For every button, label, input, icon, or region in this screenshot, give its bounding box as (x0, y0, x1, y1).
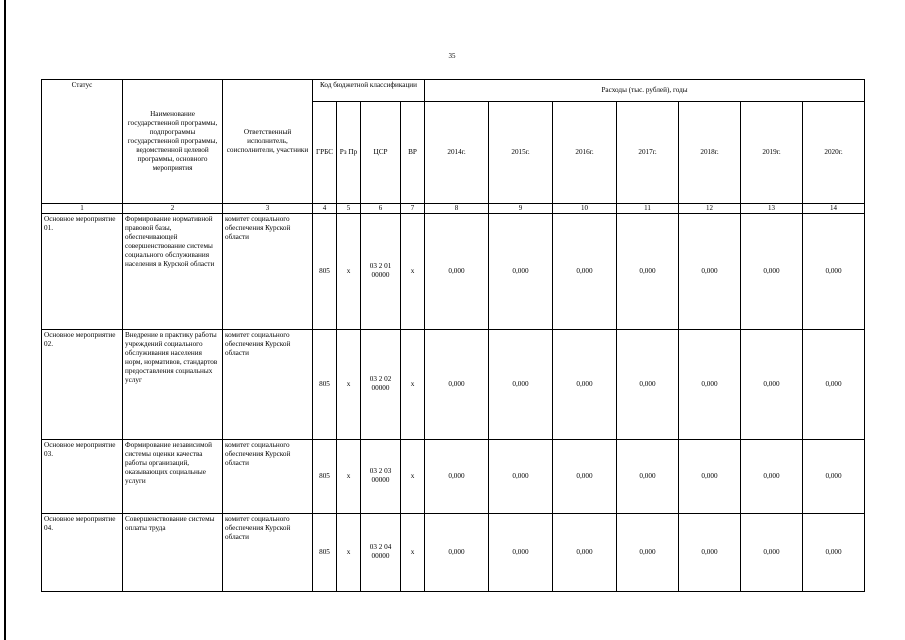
header-status: Статус (42, 80, 123, 204)
row-value: 0,000 (553, 329, 617, 439)
header-year: 2015г. (489, 102, 553, 204)
header-year: 2014г. (425, 102, 489, 204)
row-responsible: комитет социального обеспечения Курской области (223, 213, 313, 329)
row-value: 0,000 (489, 329, 553, 439)
row-grbs: 805 (313, 329, 337, 439)
row-vr: х (401, 329, 425, 439)
header-grbs: ГРБС (313, 102, 337, 204)
column-number: 6 (361, 204, 401, 214)
row-status: Основное мероприятие 02. (42, 329, 123, 439)
row-status: Основное мероприятие 04. (42, 513, 123, 591)
row-value: 0,000 (425, 213, 489, 329)
table-row (42, 329, 865, 439)
page-number: 35 (448, 52, 456, 60)
header-name: Наименование государственной программы, подпрограммы государственной программы, ведомственной целевой программы, основного мероприятия (123, 80, 223, 204)
row-value: 0,000 (553, 439, 617, 513)
column-number: 11 (617, 204, 679, 214)
header-year: 2019г. (741, 102, 803, 204)
row-value: 0,000 (679, 439, 741, 513)
row-value: 0,000 (741, 439, 803, 513)
header-year: 2016г. (553, 102, 617, 204)
row-name: Формирование независимой системы оценки качества работы организаций, оказывающих социальные услуги (123, 439, 223, 513)
header-responsible: Ответственный исполнитель, соисполнители, участники (223, 80, 313, 204)
row-value: 0,000 (741, 513, 803, 591)
row-vr: х (401, 439, 425, 513)
row-vr: х (401, 513, 425, 591)
row-value: 0,000 (679, 329, 741, 439)
column-number: 9 (489, 204, 553, 214)
row-vr: х (401, 213, 425, 329)
row-value: 0,000 (553, 513, 617, 591)
row-name: Формирование нормативной правовой базы, обеспечивающей совершенствование системы социального обслуживания населения в Курской области (123, 213, 223, 329)
table-row (42, 439, 865, 513)
column-number: 12 (679, 204, 741, 214)
row-responsible: комитет социального обеспечения Курской области (223, 439, 313, 513)
header-vr: ВР (401, 102, 425, 204)
row-value: 0,000 (679, 513, 741, 591)
row-value: 0,000 (489, 213, 553, 329)
table-row (42, 513, 865, 591)
row-value: 0,000 (741, 213, 803, 329)
row-status: Основное мероприятие 03. (42, 439, 123, 513)
row-value: 0,000 (425, 513, 489, 591)
row-status: Основное мероприятие 01. (42, 213, 123, 329)
header-rzpr: Рз Пр (337, 102, 361, 204)
row-value: 0,000 (425, 439, 489, 513)
row-rzpr: х (337, 213, 361, 329)
row-value: 0,000 (489, 513, 553, 591)
budget-table (41, 79, 865, 592)
column-number: 5 (337, 204, 361, 214)
row-responsible: комитет социального обеспечения Курской области (223, 329, 313, 439)
row-grbs: 805 (313, 213, 337, 329)
row-value: 0,000 (803, 513, 865, 591)
row-rzpr: х (337, 439, 361, 513)
row-value: 0,000 (617, 213, 679, 329)
column-number: 13 (741, 204, 803, 214)
row-value: 0,000 (803, 329, 865, 439)
row-value: 0,000 (553, 213, 617, 329)
column-number-row (42, 204, 865, 214)
column-number: 10 (553, 204, 617, 214)
header-year: 2017г. (617, 102, 679, 204)
row-rzpr: х (337, 513, 361, 591)
table-row (42, 213, 865, 329)
header-csr: ЦСР (361, 102, 401, 204)
row-value: 0,000 (489, 439, 553, 513)
row-csr: 03 2 04 00000 (361, 513, 401, 591)
header-year: 2018г. (679, 102, 741, 204)
column-number: 1 (42, 204, 123, 214)
row-value: 0,000 (803, 439, 865, 513)
row-csr: 03 2 03 00000 (361, 439, 401, 513)
column-number: 8 (425, 204, 489, 214)
column-number: 2 (123, 204, 223, 214)
left-margin-line (4, 0, 6, 640)
row-name: Внедрение в практику работы учреждений социального обслуживания населения норм, нормативов, стандартов предоставления социальных услуг (123, 329, 223, 439)
header-expenses: Расходы (тыс. рублей), годы (425, 80, 865, 102)
row-csr: 03 2 01 00000 (361, 213, 401, 329)
row-grbs: 805 (313, 513, 337, 591)
row-csr: 03 2 02 00000 (361, 329, 401, 439)
row-value: 0,000 (425, 329, 489, 439)
row-value: 0,000 (741, 329, 803, 439)
row-value: 0,000 (617, 439, 679, 513)
column-number: 14 (803, 204, 865, 214)
row-grbs: 805 (313, 439, 337, 513)
row-responsible: комитет социального обеспечения Курской области (223, 513, 313, 591)
column-number: 3 (223, 204, 313, 214)
row-value: 0,000 (803, 213, 865, 329)
row-value: 0,000 (679, 213, 741, 329)
column-number: 4 (313, 204, 337, 214)
column-number: 7 (401, 204, 425, 214)
header-year: 2020г. (803, 102, 865, 204)
row-value: 0,000 (617, 329, 679, 439)
row-value: 0,000 (617, 513, 679, 591)
header-budget-code: Код бюджетной классификации (313, 80, 425, 102)
row-rzpr: х (337, 329, 361, 439)
row-name: Совершенствование системы оплаты труда (123, 513, 223, 591)
